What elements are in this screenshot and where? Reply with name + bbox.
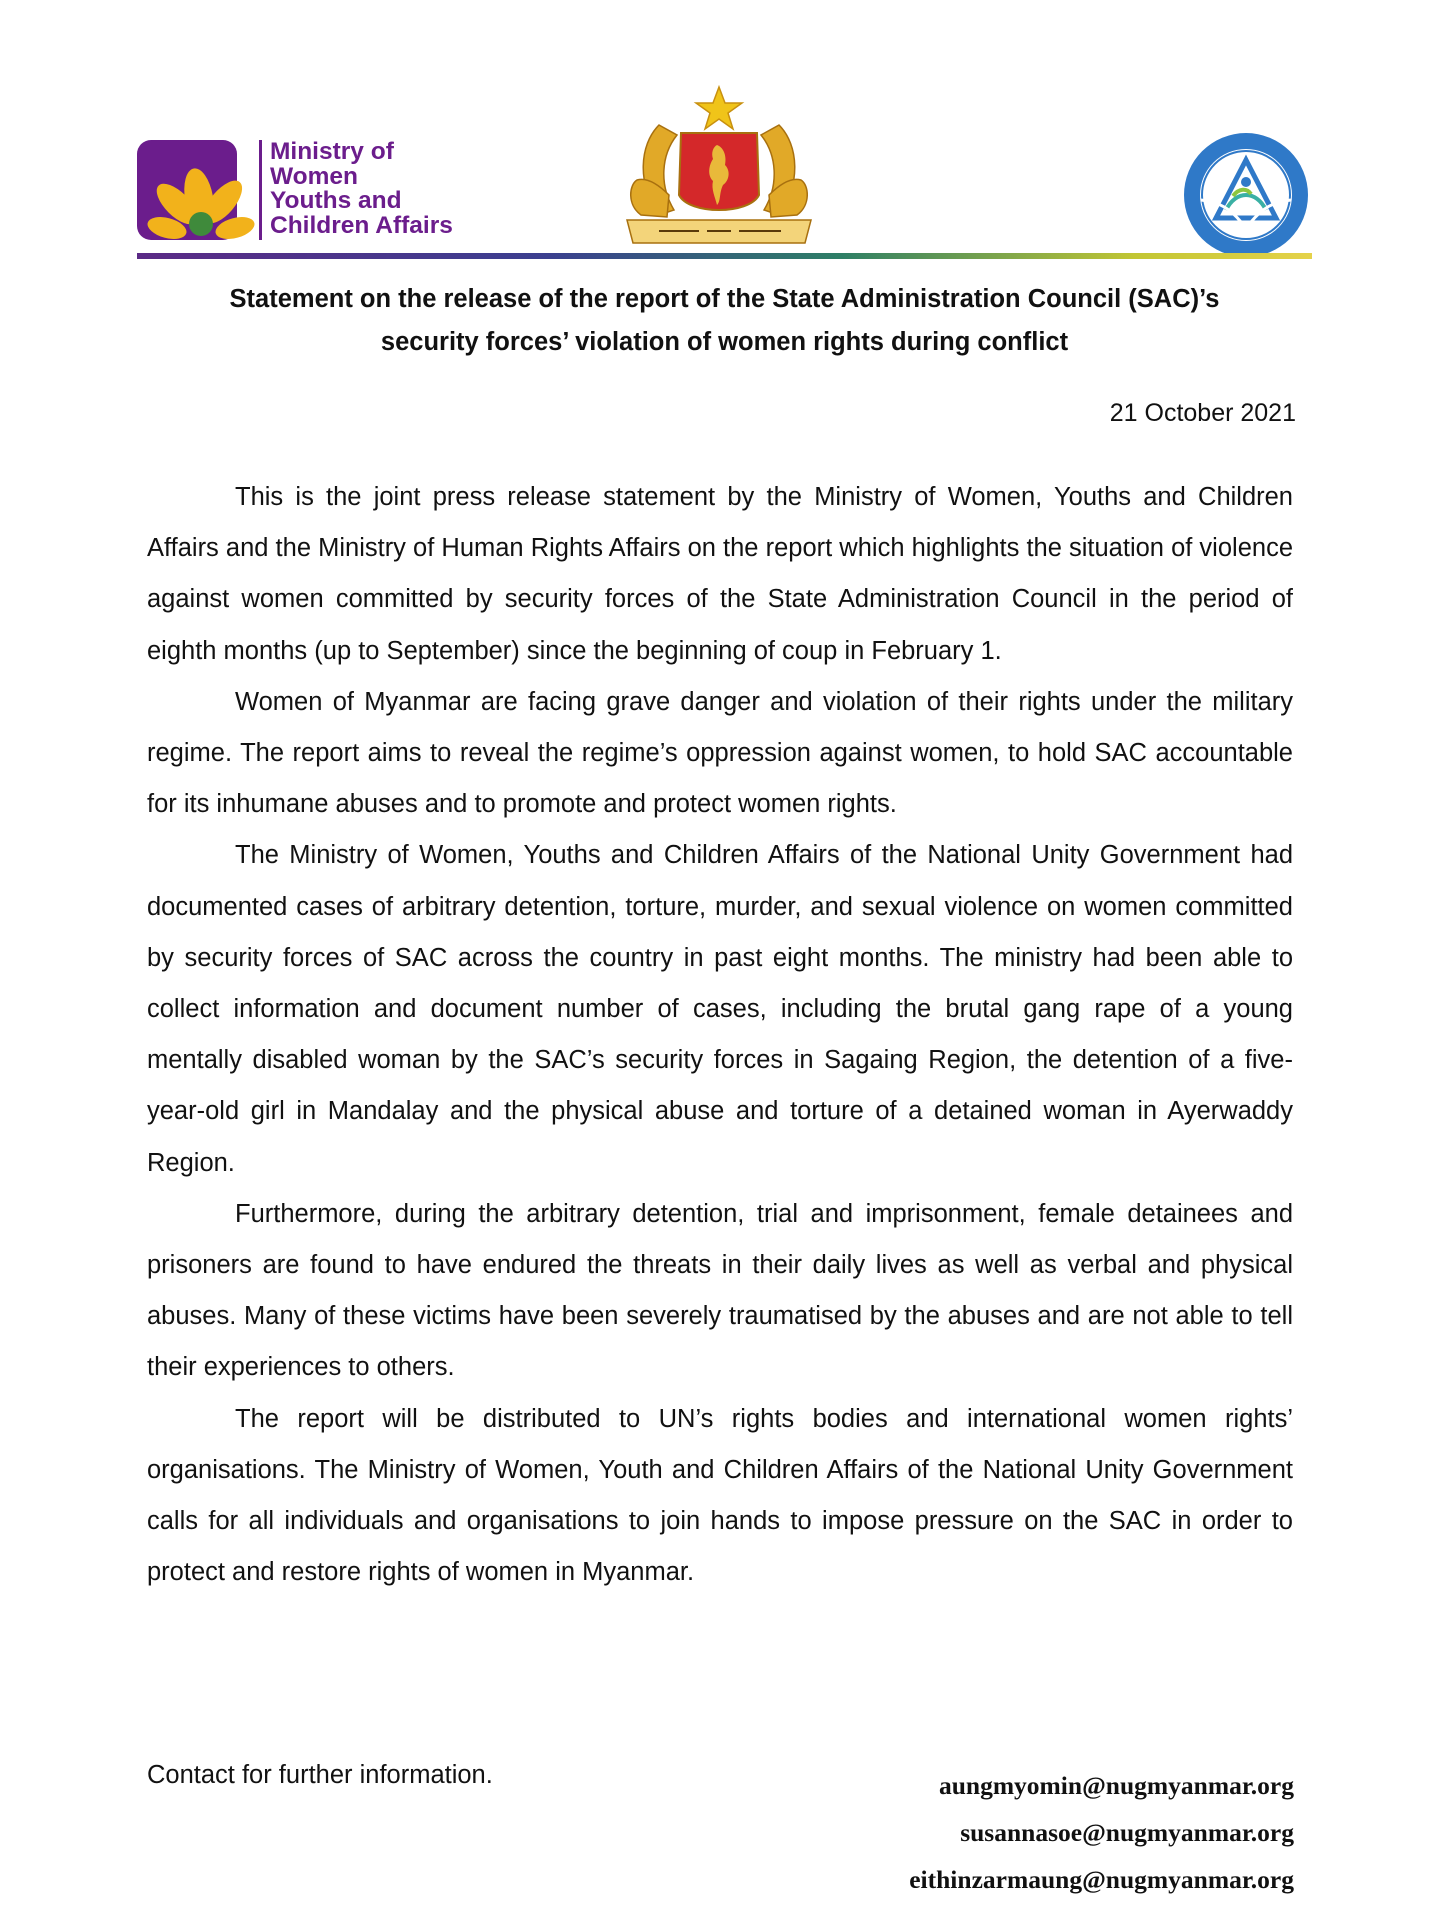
- title-line-2: security forces’ violation of women rights during conflict: [380, 328, 1069, 356]
- paragraph-4: Furthermore, during the arbitrary detention, trial and imprisonment, female detainees and prisoners are found to have endured the threats in their daily lives as well as verbal and physical abuses. Many of these victims have been severely traumatised by the abuses and are not able to tell their experiences to others.: [147, 1199, 1293, 1382]
- ministry-human-rights-seal: [1181, 130, 1311, 260]
- statement-date: 21 October 2021: [1109, 399, 1296, 427]
- email-link[interactable]: susannasoe@nugmyanmar.org: [960, 1818, 1294, 1847]
- ministry-of-human-rights-seal-icon: [1181, 130, 1311, 260]
- state-emblem-icon: [619, 85, 819, 250]
- ministry-women-youths-children-logo: [137, 140, 467, 245]
- paragraph-1: This is the joint press release statement by the Ministry of Women, Youths and Children Affairs and the Ministry of Human Rights Affairs on the report which highlights the situation of violence against women committed by security forces of the State Administration Council in the period of eighth months (up to September) since the beginning of coup in February 1.: [147, 483, 1293, 665]
- ministry-logo-line-1: Ministry of: [270, 138, 394, 165]
- header-divider: [137, 253, 1312, 259]
- paragraph-2: Women of Myanmar are facing grave danger and violation of their rights under the military regime. The report aims to reveal the regime’s oppression against women, to hold SAC accountable for its inhumane abuses and to promote and protect women rights.: [147, 687, 1293, 819]
- ministry-logo-line-4: Children Affairs: [270, 211, 453, 239]
- letterhead: [137, 85, 1312, 260]
- paragraph-3: The Ministry of Women, Youths and Children Affairs of the National Unity Government had documented cases of arbitrary detention, torture, murder, and sexual violence on women committed by security forces of SAC across the country in past eight months. The ministry had been able to collect information and document number of cases, including the brutal gang rape of a young mentally disabled woman by the SAC’s security forces in Sagaing Region, the detention of a five-year-old girl in Mandalay and the physical abuse and torture of a detained woman in Ayerwaddy Region.: [147, 841, 1293, 1177]
- contact-emails: [909, 1762, 1294, 1903]
- email-link[interactable]: eithinzarmaung@nugmyanmar.org: [909, 1865, 1294, 1894]
- contact-label: Contact for further information.: [147, 1761, 493, 1789]
- paragraph-5: The report will be distributed to UN’s rights bodies and international women rights’ organisations. The Ministry of Women, Youth and Children Affairs of the National Unity Government calls for all individuals and organisations to join hands to impose pressure on the SAC in order to protect and restore rights of women in Myanmar.: [147, 1404, 1293, 1587]
- ministry-logo-line-3: Youths and: [270, 187, 402, 214]
- statement-title: [137, 278, 1312, 364]
- state-emblem: [619, 85, 819, 250]
- email-link[interactable]: aungmyomin@nugmyanmar.org: [938, 1771, 1294, 1800]
- statement-body: [147, 472, 1293, 1598]
- ministry-logo-text: [259, 140, 490, 240]
- ministry-logo-line-2: Women: [270, 162, 359, 190]
- flower-logo-icon: [137, 140, 255, 240]
- title-line-1: Statement on the release of the report of the State Administration Council (SAC)’s: [229, 285, 1220, 313]
